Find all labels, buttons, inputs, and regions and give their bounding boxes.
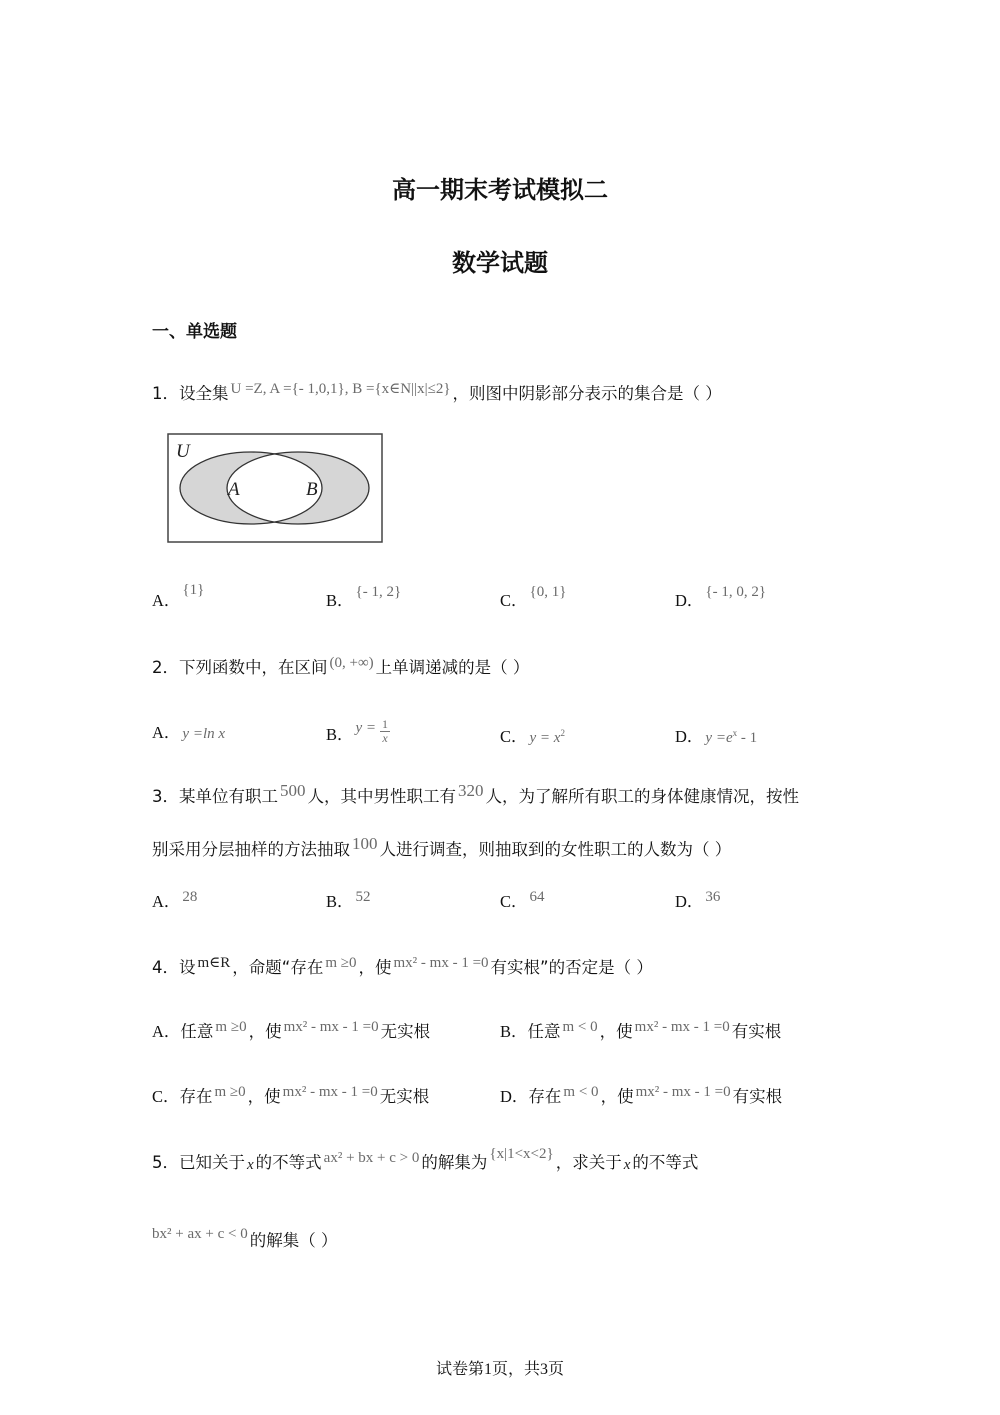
q3-option-a[interactable]: A． 28 <box>152 889 198 911</box>
q2-option-a[interactable]: A． y =ln x <box>152 723 226 742</box>
question-3-line-1: 3．某单位有职工 500 人，其中男性职工有 320 人，为了解所有职工的身体健康情况，按性 <box>152 781 799 806</box>
q1-option-c[interactable]: C． {0, 1} <box>500 584 567 610</box>
q1-option-d[interactable]: D． {- 1, 0, 2} <box>675 584 767 610</box>
question-1 <box>152 383 722 406</box>
question-2: 2．下列函数中，在区间 (0, +∞) 上单调递减的是（ ） <box>152 655 530 677</box>
exam-subtitle: 数学试题 <box>452 249 548 277</box>
q3-option-c[interactable]: C． 64 <box>500 889 545 911</box>
venn-label-u: U <box>176 441 190 462</box>
q1-sets: U =Z, A ={- 1,0,1}, B ={x∈N||x|≤2} <box>230 381 451 397</box>
q4-option-d[interactable]: D．存在 m < 0 ，使 mx² - mx - 1 =0 有实根 <box>500 1084 783 1106</box>
q4-option-a[interactable]: A．任意 m ≥0 ，使 mx² - mx - 1 =0 无实根 <box>152 1019 431 1041</box>
question-5-line-2: bx² + ax + c < 0 的解集（ ） <box>152 1226 338 1250</box>
venn-label-b: B <box>306 479 318 500</box>
section-heading: 一、单选题 <box>152 322 237 342</box>
q3-option-b[interactable]: B． 52 <box>326 889 371 911</box>
venn-label-a: A <box>228 479 240 500</box>
q4-option-b[interactable]: B．任意 m < 0 ，使 mx² - mx - 1 =0 有实根 <box>500 1019 782 1041</box>
venn-diagram <box>166 432 386 546</box>
q1-suffix: ，则图中阴影部分表示的集合是（ ） <box>452 384 722 403</box>
q3-option-d[interactable]: D． 36 <box>675 889 721 911</box>
q2-option-d[interactable]: D． $y =e^x - 1$ <box>675 727 758 746</box>
question-3-line-2: 别采用分层抽样的方法抽取 100 人进行调查，则抽取到的女性职工的人数为（ ） <box>152 834 732 859</box>
question-4: 4．设 m∈R ，命题“存在 m ≥0 ，使 mx² - mx - 1 =0 有实根”的否定是（ ） <box>152 955 653 977</box>
q2-option-b[interactable]: B． y = $\frac{1}{x}$ <box>326 717 389 745</box>
q1-option-a[interactable]: A．{1} <box>152 582 205 610</box>
page-footer: 试卷第1页，共3页 <box>435 1359 565 1378</box>
q2-interval: (0, +∞) <box>329 655 374 671</box>
q2-option-c[interactable]: C． $y = x^2$ <box>500 727 565 746</box>
exam-title: 高一期末考试模拟二 <box>392 176 608 204</box>
q4-option-c[interactable]: C．存在 m ≥0 ，使 mx² - mx - 1 =0 无实根 <box>152 1084 430 1106</box>
question-5-line-1: 5．已知关于 x 的不等式 ax² + bx + c > 0 的解集为 {x|1<x<2} ，求关于 x 的不等式 <box>152 1146 699 1173</box>
q1-option-b[interactable]: B． {- 1, 2} <box>326 584 402 610</box>
q1-prefix: 1．设全集 <box>152 384 229 403</box>
